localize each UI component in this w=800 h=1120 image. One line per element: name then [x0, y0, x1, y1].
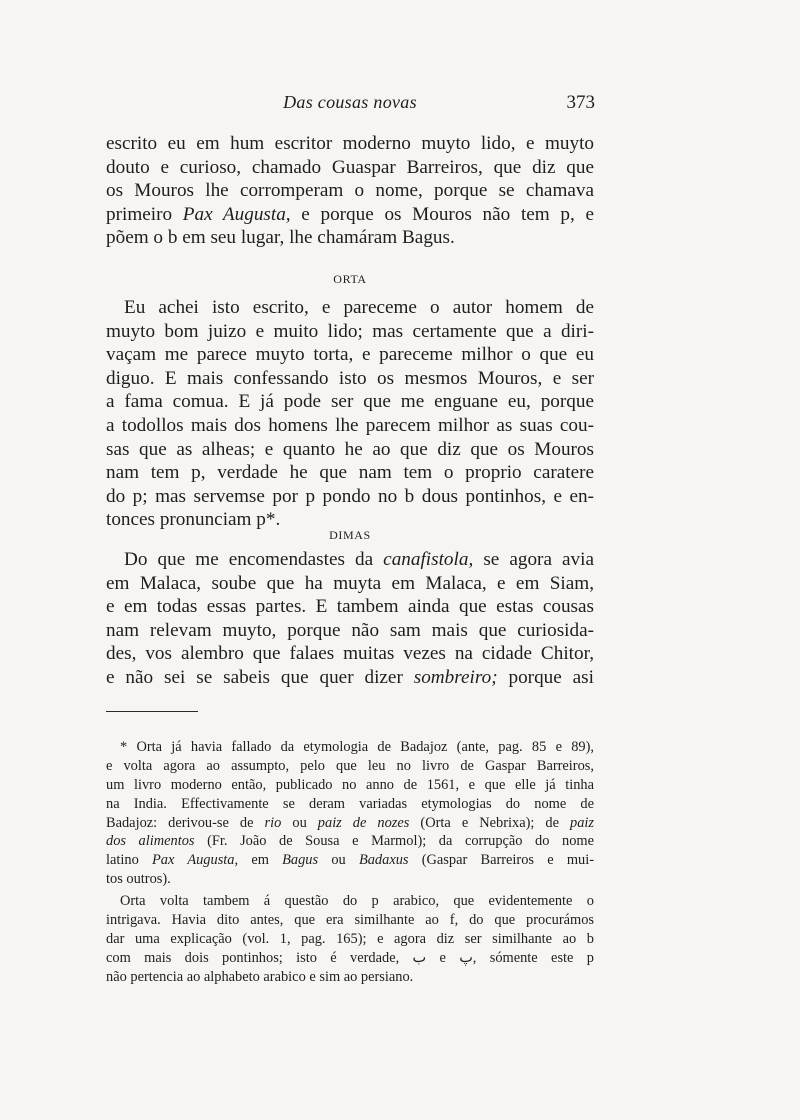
text-line: escrito eu em hum escritor moderno muyto lido, e muyto: [106, 133, 594, 154]
text-line: douto e curioso, chamado Guaspar Barreiros, que diz que: [106, 156, 594, 178]
text-line: tonces pronunciam p*.: [106, 509, 281, 531]
text-line: na India. Effectivamente se deram variadas etymologias do nome de: [106, 795, 594, 812]
italic-text: Bagus: [282, 852, 319, 869]
running-title: Das cousas novas: [283, 92, 417, 112]
text-line: e não sei se sabeis que quer dizer sombreiro; porque asi: [106, 666, 594, 688]
text-line: Do que me encomendastes da canafistola, se agora avia: [124, 549, 594, 570]
paragraph-1: [106, 132, 594, 250]
page-number: 373: [566, 92, 595, 113]
text-line: vaçam me parece muyto torta, e pareceme milhor o que eu: [106, 344, 594, 366]
text-line: primeiro Pax Augusta, e porque os Mouros não tem p, e: [106, 203, 594, 225]
text-line: do p; mas servemse por p pondo no b dous pontinhos, e en-: [106, 485, 594, 507]
text-line: Orta volta tambem á questão do p arabico, que evidentemente o: [120, 893, 594, 909]
text-line: põem o b em seu lugar, lhe chamáram Bagus.: [106, 227, 455, 249]
text-line: não pertencia ao alphabeto arabico e sim ao persiano.: [106, 968, 414, 985]
text-line: e em todas essas partes. E tambem ainda que estas cousas: [106, 596, 594, 618]
text-line: Eu achei isto escrito, e pareceme o autor homem de: [124, 297, 594, 318]
italic-text: canafistola,: [383, 549, 474, 570]
speaker-orta: ORTA: [333, 272, 367, 286]
text-line: intrigava. Havia dito antes, que era similhante ao f, do que procurámos: [106, 911, 594, 928]
italic-text: Badaxus: [358, 852, 409, 869]
italic-text: rio: [264, 814, 282, 831]
text-line: muyto bom juizo e muito lido; mas certamente que a diri-: [106, 320, 594, 342]
text-line: latino Pax Augusta, em Bagus ou Badaxus (Gaspar Barreiros e mui-: [106, 852, 595, 869]
italic-text: Pax Augusta,: [152, 852, 239, 869]
text-line: a fama comua. E já pode ser que me enguane eu, porque: [106, 391, 594, 413]
text-line: nam tem p, verdade he que nam tem o proprio caratere: [106, 462, 594, 484]
text-line: des, vos alembro que falaes muitas vezes na cidade Chitor,: [106, 643, 594, 665]
paragraph-3: [106, 548, 594, 690]
italic-text: paiz de nozes: [317, 814, 410, 831]
italic-text: dos alimentos: [106, 833, 195, 850]
text-line: tos outros).: [106, 871, 171, 888]
text-line: em Malaca, soube que ha muyta em Malaca, e em Siam,: [106, 572, 594, 594]
text-line: dos alimentos (Fr. João de Sousa e Marmol); da corrupção do nome: [106, 833, 594, 850]
footnote-2: [106, 892, 594, 986]
text-line: um livro moderno então, publicado no anno de 1561, e que elle já tinha: [106, 776, 594, 793]
text-line: sas que as alheas; e quanto he ao que diz que os Mouros: [106, 438, 594, 460]
text-line: e volta agora ao assumpto, pelo que leu no livro de Gaspar Barreiros,: [106, 757, 594, 774]
speaker-dimas: DIMAS: [329, 528, 371, 542]
italic-text: Pax Augusta,: [182, 203, 291, 225]
running-head: [105, 92, 595, 118]
text-line: a todollos mais dos homens lhe parecem milhor as suas cou-: [106, 414, 594, 436]
footnote-rule: [106, 711, 198, 712]
text-line: nam relevam muyto, porque não sam mais que curiosida-: [106, 619, 594, 641]
text-line: diguo. E mais confessando isto os mesmos Mouros, e ser: [106, 367, 594, 389]
text-line: Badajoz: derivou-se de rio ou paiz de nozes (Orta e Nebrixa); de paiz: [106, 814, 595, 831]
footnote-1: [106, 738, 594, 889]
italic-text: paiz: [570, 814, 595, 831]
text-line: * Orta já havia fallado da etymologia de Badajoz (ante, pag. 85 e 89),: [120, 739, 594, 755]
paragraph-2: [106, 296, 594, 532]
text-line: com mais dois pontinhos; isto é verdade, ب e پ, sómente este p: [106, 949, 594, 966]
italic-text: sombreiro;: [413, 666, 498, 688]
text-line: dar uma explicação (vol. 1, pag. 165); e agora diz ser similhante ao b: [106, 930, 594, 947]
text-line: os Mouros lhe corromperam o nome, porque se chamava: [106, 180, 594, 202]
